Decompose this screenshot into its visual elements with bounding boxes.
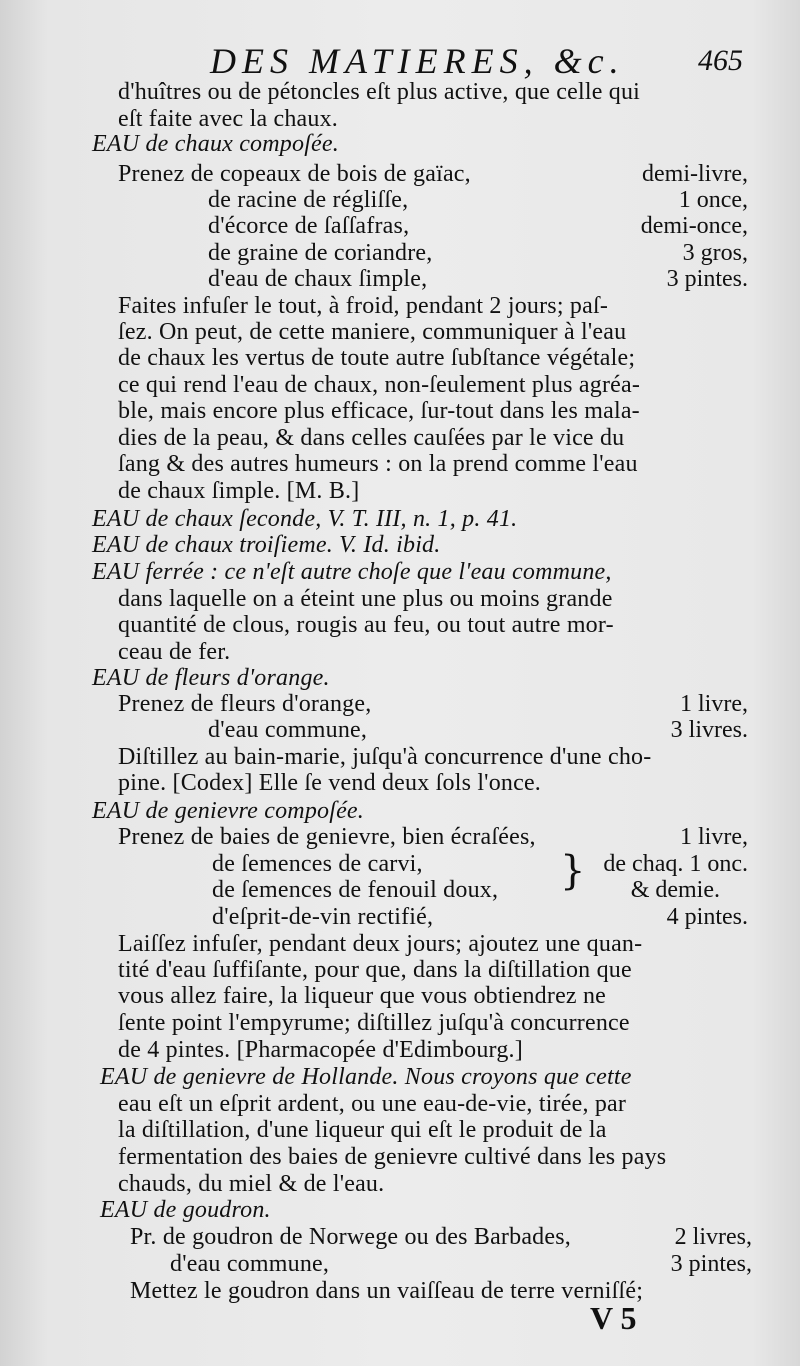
text-line: d'eau commune,: [208, 717, 368, 743]
text-line: vous allez faire, la liqueur que vous obtiendrez ne: [118, 983, 607, 1009]
text-line: d'eau commune,: [170, 1251, 330, 1277]
quantity-value: 3 pintes.: [666, 266, 748, 292]
entry-heading: EAU de genievre compoſée.: [92, 798, 364, 824]
text-line: de chaux ſimple. [M. B.]: [118, 478, 360, 504]
text-line: tité d'eau ſuffiſante, pour que, dans la diſtillation que: [118, 957, 632, 983]
entry-heading: EAU de chaux ſeconde, V. T. III, n. 1, p. 41.: [92, 506, 518, 532]
text-line: Prenez de copeaux de bois de gaïac,: [118, 161, 471, 187]
text-line: eau eſt un eſprit ardent, ou une eau-de-vie, tirée, par: [118, 1091, 627, 1117]
text-line: fermentation des baies de genievre cultivé dans les pays: [118, 1144, 667, 1170]
text-line: Prenez de baies de genievre, bien écraſées,: [118, 824, 536, 850]
brace-glyph: }: [560, 848, 586, 894]
text-line: ſang & des autres humeurs : on la prend comme l'eau: [118, 451, 638, 477]
text-line: Laiſſez infuſer, pendant deux jours; ajoutez une quan-: [118, 931, 643, 957]
text-line: pine. [Codex] Elle ſe vend deux ſols l'once.: [118, 770, 542, 796]
running-header: DES MATIERES, &c.: [210, 41, 625, 81]
signature-mark: V 5: [590, 1300, 637, 1336]
entry-heading: EAU ferrée : ce n'eſt autre choſe que l'eau commune,: [92, 559, 612, 585]
text-line: de racine de régliſſe,: [208, 187, 409, 213]
text-line: de ſemences de fenouil doux,: [212, 877, 499, 903]
quantity-value: demi-once,: [640, 213, 748, 239]
text-line: de chaux les vertus de toute autre ſubſtance végétale;: [118, 345, 636, 371]
entry-heading: EAU de chaux troiſieme. V. Id. ibid.: [92, 532, 441, 558]
entry-heading: EAU de fleurs d'orange.: [92, 665, 330, 691]
text-line: d'eau de chaux ſimple,: [208, 266, 428, 292]
quantity-value: demi-livre,: [642, 161, 748, 187]
text-line: de graine de coriandre,: [208, 240, 433, 266]
quantity-value: 1 once,: [678, 187, 748, 213]
text-line: d'huîtres ou de pétoncles eſt plus active, que celle qui: [118, 79, 641, 105]
text-line: dans laquelle on a éteint une plus ou moins grande: [118, 586, 613, 612]
quantity-value: 3 pintes,: [670, 1251, 752, 1277]
text-line: chauds, du miel & de l'eau.: [118, 1171, 385, 1197]
quantity-value: 2 livres,: [674, 1224, 752, 1250]
text-line: dies de la peau, & dans celles cauſées par le vice du: [118, 425, 625, 451]
page-number: 465: [698, 44, 743, 77]
text-line: Faites infuſer le tout, à froid, pendant 2 jours; paſ-: [118, 293, 609, 319]
text-line: quantité de clous, rougis au feu, ou tout autre mor-: [118, 612, 614, 638]
text-line: d'écorce de ſaſſafras,: [208, 213, 410, 239]
quantity-value: 3 gros,: [682, 240, 748, 266]
quantity-value: 4 pintes.: [666, 904, 748, 930]
text-line: ble, mais encore plus efficace, ſur-tout dans les mala-: [118, 398, 640, 424]
entry-heading: EAU de goudron.: [100, 1197, 271, 1223]
quantity-value: de chaq. 1 onc.: [603, 851, 748, 877]
text-line: Pr. de goudron de Norwege ou des Barbades,: [130, 1224, 571, 1250]
text-line: la diſtillation, d'une liqueur qui eſt le produit de la: [118, 1117, 607, 1143]
text-line: de ſemences de carvi,: [212, 851, 423, 877]
text-line: de 4 pintes. [Pharmacopée d'Edimbourg.]: [118, 1037, 523, 1063]
quantity-value: 1 livre,: [680, 824, 748, 850]
text-line: Prenez de fleurs d'orange,: [118, 691, 372, 717]
text-line: d'eſprit-de-vin rectifié,: [212, 904, 434, 930]
text-line: ſez. On peut, de cette maniere, communiquer à l'eau: [118, 319, 627, 345]
text-line: eſt faite avec la chaux.: [118, 106, 339, 132]
entry-heading: EAU de chaux compoſée.: [92, 131, 339, 157]
text-line: ceau de fer.: [118, 639, 231, 665]
quantity-value: & demie.: [630, 877, 720, 903]
quantity-value: 1 livre,: [680, 691, 748, 717]
text-line: Diſtillez au bain-marie, juſqu'à concurrence d'une cho-: [118, 744, 652, 770]
entry-heading: EAU de genievre de Hollande. Nous croyons que cette: [100, 1064, 632, 1090]
text-line: ce qui rend l'eau de chaux, non-ſeulement plus agréa-: [118, 372, 641, 398]
quantity-value: 3 livres.: [670, 717, 748, 743]
text-line: ſente point l'empyrume; diſtillez juſqu'à concurrence: [118, 1010, 630, 1036]
text-line: Mettez le goudron dans un vaiſſeau de terre verniſſé;: [130, 1278, 644, 1304]
